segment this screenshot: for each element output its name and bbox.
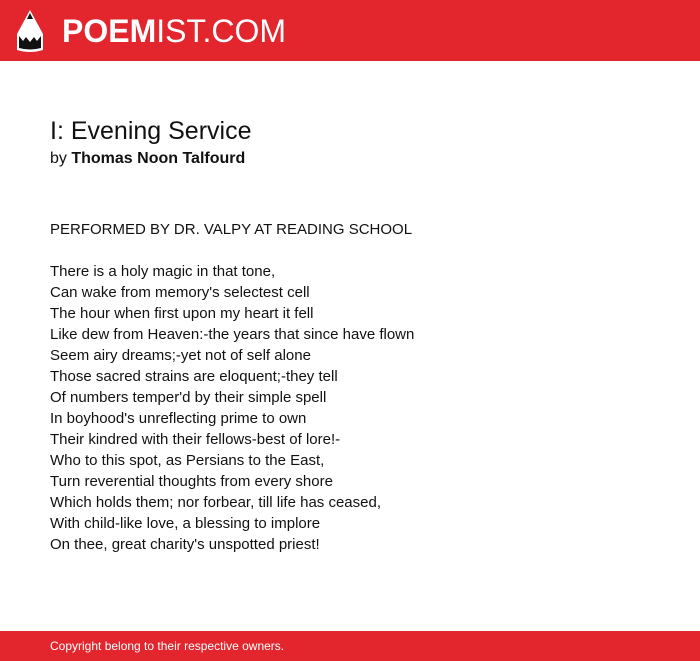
poem-line: Of numbers temper'd by their simple spell [50, 389, 327, 406]
poem-line: Like dew from Heaven:-the years that since have flown [50, 326, 415, 343]
poem-line: On thee, great charity's unspotted priest! [50, 536, 320, 553]
poem-line: Seem airy dreams;-yet not of self alone [50, 347, 311, 364]
poem-body [50, 219, 414, 555]
poem-line: Their kindred with their fellows-best of lore!- [50, 431, 341, 448]
poem-line: With child-like love, a blessing to implore [50, 515, 321, 532]
logo-bold-text: POEM [62, 13, 157, 49]
copyright-text: Copyright belong to their respective owners. [50, 639, 285, 653]
page-title: I: Evening Service [50, 117, 252, 145]
poem-line: Turn reverential thoughts from every shore [50, 473, 333, 490]
logo-light-text: IST.COM [156, 13, 287, 49]
poem-line: Who to this spot, as Persians to the East, [50, 452, 325, 469]
poem-line: There is a holy magic in that tone, [50, 263, 276, 280]
poem-subtitle: PERFORMED BY DR. VALPY AT READING SCHOOL [50, 221, 413, 238]
poem-line: The hour when first upon my heart it fell [50, 305, 314, 322]
site-logo[interactable] [62, 13, 286, 49]
poem-line: Can wake from memory's selectest cell [50, 284, 310, 301]
poem-line: Which holds them; nor forbear, till life has ceased, [50, 494, 381, 511]
poem-line: In boyhood's unreflecting prime to own [50, 410, 307, 427]
site-header [0, 0, 700, 61]
author-name: Thomas Noon Talfourd [71, 150, 246, 167]
byline [50, 149, 245, 169]
pencil-icon[interactable] [17, 10, 43, 52]
site-footer [0, 631, 700, 661]
poem-line: Those sacred strains are eloquent;-they tell [50, 368, 338, 385]
by-label: by [50, 150, 67, 167]
